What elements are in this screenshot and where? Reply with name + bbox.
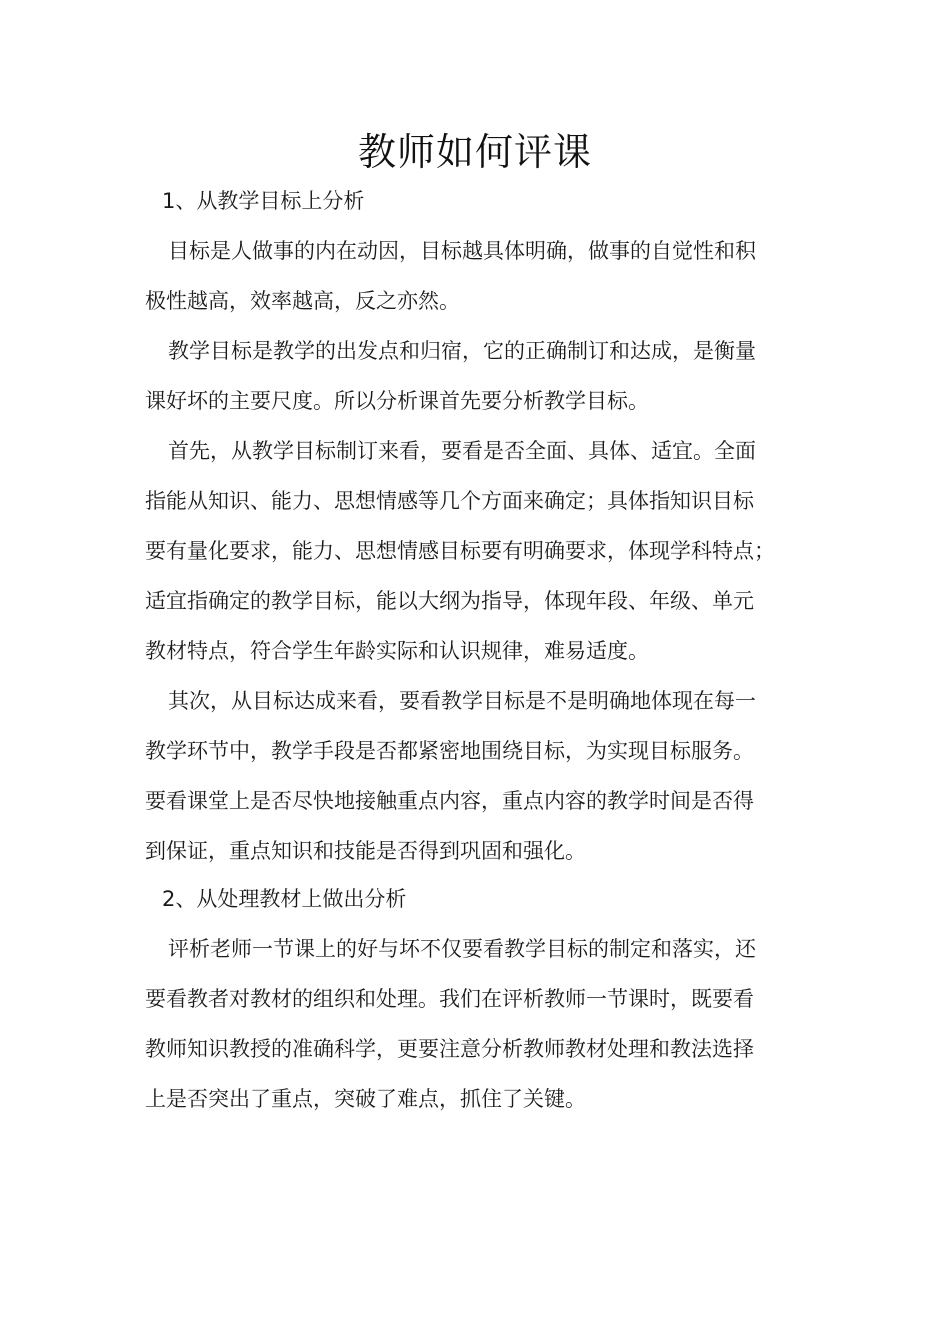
document-title: 教师如何评课	[357, 130, 592, 174]
paragraph-line: 要看教者对教材的组织和处理。我们在评析教师一节课时，既要看	[145, 987, 754, 1011]
section-heading-1: 1、从教学目标上分析	[162, 189, 365, 213]
section-heading-2: 2、从处理教材上做出分析	[162, 887, 407, 911]
paragraph-line: 极性越高，效率越高，反之亦然。	[145, 289, 460, 313]
paragraph-line: 教学目标是教学的出发点和归宿，它的正确制订和达成，是衡量	[168, 339, 756, 363]
paragraph-line: 上是否突出了重点，突破了难点，抓住了关键。	[145, 1087, 586, 1111]
paragraph-line: 课好坏的主要尺度。所以分析课首先要分析教学目标。	[145, 389, 649, 413]
paragraph-line: 教师知识教授的准确科学，更要注意分析教师教材处理和教法选择	[145, 1037, 754, 1061]
paragraph-line: 其次，从目标达成来看，要看教学目标是不是明确地体现在每一	[168, 689, 756, 713]
paragraph-line: 首先，从教学目标制订来看，要看是否全面、具体、适宜。全面	[168, 439, 756, 463]
paragraph-line: 要看课堂上是否尽快地接触重点内容，重点内容的教学时间是否得	[145, 789, 754, 813]
paragraph-line: 目标是人做事的内在动因，目标越具体明确，做事的自觉性和积	[168, 239, 756, 263]
paragraph-line: 评析老师一节课上的好与坏不仅要看教学目标的制定和落实，还	[168, 937, 756, 961]
paragraph-line: 指能从知识、能力、思想情感等几个方面来确定；具体指知识目标	[145, 489, 754, 513]
paragraph-line: 适宜指确定的教学目标，能以大纲为指导，体现年段、年级、单元	[145, 589, 754, 613]
paragraph-line: 教材特点，符合学生年龄实际和认识规律，难易适度。	[145, 639, 649, 663]
paragraph-line: 教学环节中，教学手段是否都紧密地围绕目标，为实现目标服务。	[145, 739, 754, 763]
paragraph-line: 到保证，重点知识和技能是否得到巩固和强化。	[145, 839, 586, 863]
paragraph-line: 要有量化要求，能力、思想情感目标要有明确要求，体现学科特点；	[145, 539, 775, 563]
